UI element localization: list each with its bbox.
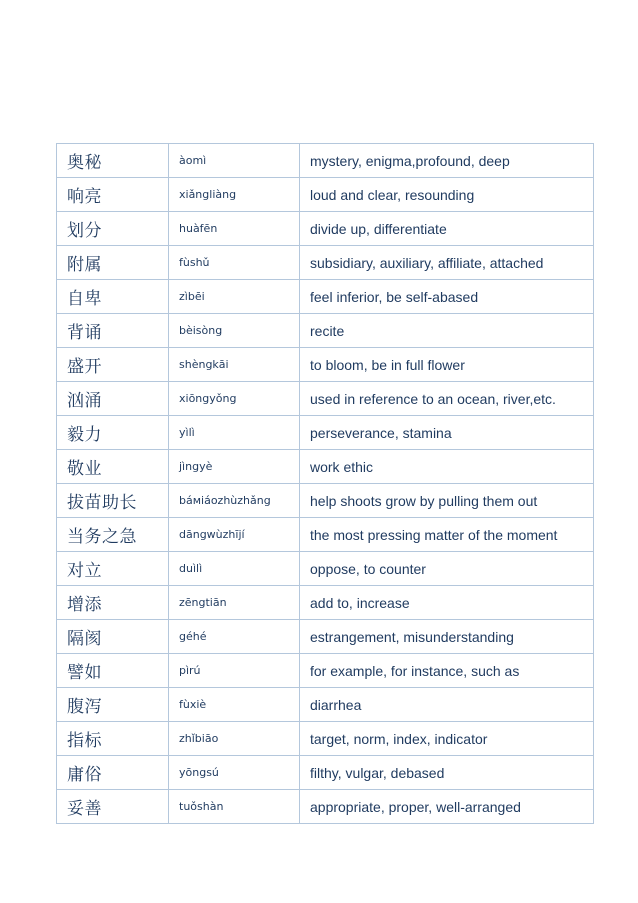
pinyin-cell: àomì xyxy=(169,144,300,178)
table-row xyxy=(57,552,594,586)
word-cell: 敬业 xyxy=(57,450,169,484)
pinyin-cell: fùxiè xyxy=(169,688,300,722)
meaning-cell: for example, for instance, such as xyxy=(300,654,594,688)
table-row xyxy=(57,790,594,824)
table-row xyxy=(57,586,594,620)
meaning-cell: perseverance, stamina xyxy=(300,416,594,450)
meaning-cell: to bloom, be in full flower xyxy=(300,348,594,382)
meaning-cell: appropriate, proper, well-arranged xyxy=(300,790,594,824)
meaning-cell: diarrhea xyxy=(300,688,594,722)
table-row xyxy=(57,314,594,348)
meaning-cell: recite xyxy=(300,314,594,348)
table-row xyxy=(57,620,594,654)
pinyin-cell: jìngyè xyxy=(169,450,300,484)
word-cell: 庸俗 xyxy=(57,756,169,790)
word-cell: 奥秘 xyxy=(57,144,169,178)
meaning-cell: feel inferior, be self-abased xyxy=(300,280,594,314)
meaning-cell: filthy, vulgar, debased xyxy=(300,756,594,790)
pinyin-cell: géhé xyxy=(169,620,300,654)
pinyin-cell: báмiáozhùzhǎng xyxy=(169,484,300,518)
table-row xyxy=(57,688,594,722)
pinyin-cell: zhǐbiāo xyxy=(169,722,300,756)
pinyin-cell: tuǒshàn xyxy=(169,790,300,824)
word-cell: 附属 xyxy=(57,246,169,280)
table-row xyxy=(57,518,594,552)
pinyin-cell: huàfēn xyxy=(169,212,300,246)
table-row xyxy=(57,450,594,484)
pinyin-cell: bèisòng xyxy=(169,314,300,348)
word-cell: 毅力 xyxy=(57,416,169,450)
table-row xyxy=(57,348,594,382)
word-cell: 妥善 xyxy=(57,790,169,824)
word-cell: 背诵 xyxy=(57,314,169,348)
meaning-cell: mystery, enigma,profound, deep xyxy=(300,144,594,178)
word-cell: 响亮 xyxy=(57,178,169,212)
pinyin-cell: duìlì xyxy=(169,552,300,586)
meaning-cell: estrangement, misunderstanding xyxy=(300,620,594,654)
word-cell: 自卑 xyxy=(57,280,169,314)
meaning-cell: oppose, to counter xyxy=(300,552,594,586)
pinyin-cell: pìrú xyxy=(169,654,300,688)
meaning-cell: the most pressing matter of the moment xyxy=(300,518,594,552)
table-row xyxy=(57,382,594,416)
table-row xyxy=(57,246,594,280)
word-cell: 腹泻 xyxy=(57,688,169,722)
pinyin-cell: xiǎngliàng xyxy=(169,178,300,212)
meaning-cell: divide up, differentiate xyxy=(300,212,594,246)
word-cell: 盛开 xyxy=(57,348,169,382)
table-row xyxy=(57,756,594,790)
meaning-cell: loud and clear, resounding xyxy=(300,178,594,212)
pinyin-cell: yìlì xyxy=(169,416,300,450)
pinyin-cell: fùshǔ xyxy=(169,246,300,280)
pinyin-cell: xiōngyǒng xyxy=(169,382,300,416)
word-cell: 当务之急 xyxy=(57,518,169,552)
table-row xyxy=(57,178,594,212)
pinyin-cell: shèngkāi xyxy=(169,348,300,382)
meaning-cell: work ethic xyxy=(300,450,594,484)
meaning-cell: used in reference to an ocean, river,etc. xyxy=(300,382,594,416)
word-cell: 对立 xyxy=(57,552,169,586)
table-row xyxy=(57,280,594,314)
meaning-cell: add to, increase xyxy=(300,586,594,620)
vocabulary-table xyxy=(56,143,594,824)
pinyin-cell: zìbēi xyxy=(169,280,300,314)
word-cell: 拔苗助长 xyxy=(57,484,169,518)
pinyin-cell: zēngtiān xyxy=(169,586,300,620)
pinyin-cell: dāngwùzhījí xyxy=(169,518,300,552)
table-row xyxy=(57,654,594,688)
table-row xyxy=(57,484,594,518)
table-row xyxy=(57,416,594,450)
word-cell: 划分 xyxy=(57,212,169,246)
meaning-cell: subsidiary, auxiliary, affiliate, attached xyxy=(300,246,594,280)
pinyin-cell: yōngsú xyxy=(169,756,300,790)
meaning-cell: help shoots grow by pulling them out xyxy=(300,484,594,518)
word-cell: 增添 xyxy=(57,586,169,620)
meaning-cell: target, norm, index, indicator xyxy=(300,722,594,756)
table-row xyxy=(57,212,594,246)
word-cell: 隔阂 xyxy=(57,620,169,654)
word-cell: 譬如 xyxy=(57,654,169,688)
vocabulary-table-body xyxy=(57,144,594,824)
table-row xyxy=(57,144,594,178)
table-row xyxy=(57,722,594,756)
word-cell: 指标 xyxy=(57,722,169,756)
word-cell: 汹涌 xyxy=(57,382,169,416)
